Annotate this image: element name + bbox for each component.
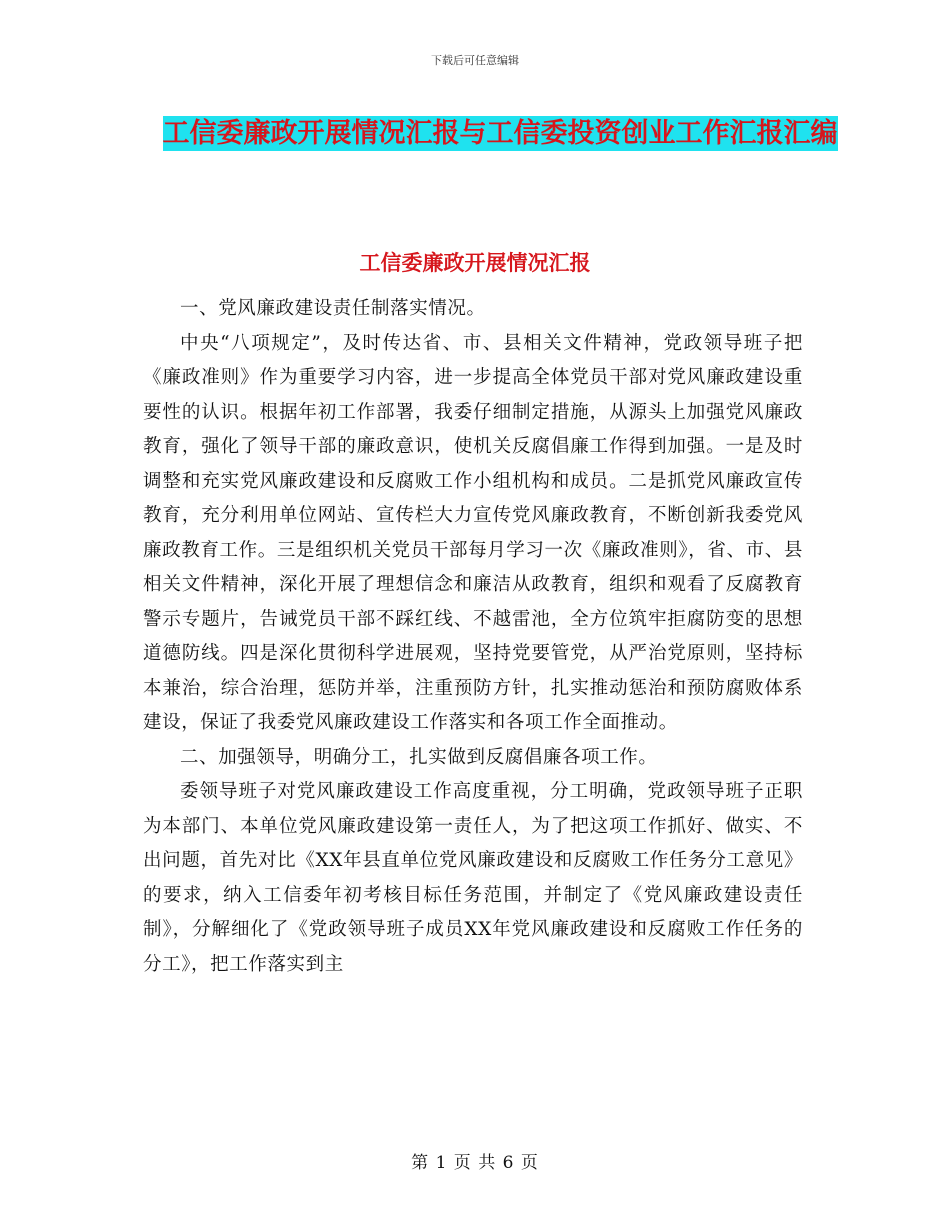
- section-title: 工信委廉政开展情况汇报: [359, 251, 591, 275]
- paragraph-heading-1: 一、党风廉政建设责任制落实情况。: [180, 298, 486, 319]
- document-title: [150, 110, 850, 158]
- paragraph-heading-2: 二、加强领导，明确分工，扎实做到反腐倡廉各项工作。: [180, 746, 658, 768]
- document-body: [143, 292, 803, 982]
- page-number: 第 1 页 共 6 页: [411, 1153, 539, 1173]
- page-header-note: 下载后可任意编辑: [431, 54, 519, 67]
- document-title-text: 工信委廉政开展情况汇报与工信委投资创业工作汇报汇编: [162, 118, 838, 149]
- paragraph: 中央“八项规定”，及时传达省、市、县相关文件精神，党政领导班子把《廉政准则》作为重要学习内容，进一步提高全体党员干部对党风廉政建设重要性的认识。根据年初工作部署，我委仔细制定措施，从源头上加强党风廉政教育，强化了领导干部的廉政意识，使机关反腐倡廉工作得到加强。一是及时调整和充实党风廉政建设和反腐败工作小组机构和成员。二是抓党风廉政宣传教育，充分利用单位网站、宣传栏大力宣传党风廉政教育，不断创新我委党风廉政教育工作。三是组织机关党员干部每月学习一次《廉政准则》，省、市、县相关文件精神，深化开展了理想信念和廉洁从政教育，组织和观看了反腐教育警示专题片，告诫党员干部不踩红线、不越雷池，全方位筑牢拒腐防变的思想道德防线。四是深化贯彻科学进展观，坚持党要管党，从严治党原则，坚持标本兼治，综合治理，惩防并举，注重预防方针，扎实推动惩治和预防腐败体系建设，保证了我委党风廉政建设工作落实和各项工作全面推动。: [143, 332, 803, 733]
- paragraph: 委领导班子对党风廉政建设工作高度重视，分工明确，党政领导班子正职为本部门、本单位党风廉政建设第一责任人，为了把这项工作抓好、做实、不出问题，首先对比《XX年县直单位党风廉政建设和反腐败工作任务分工意见》的要求，纳入工信委年初考核目标任务范围，并制定了《党风廉政建设责任制》，分解细化了《党政领导班子成员XX年党风廉政建设和反腐败工作任务的分工》，把工作落实到主: [143, 781, 803, 975]
